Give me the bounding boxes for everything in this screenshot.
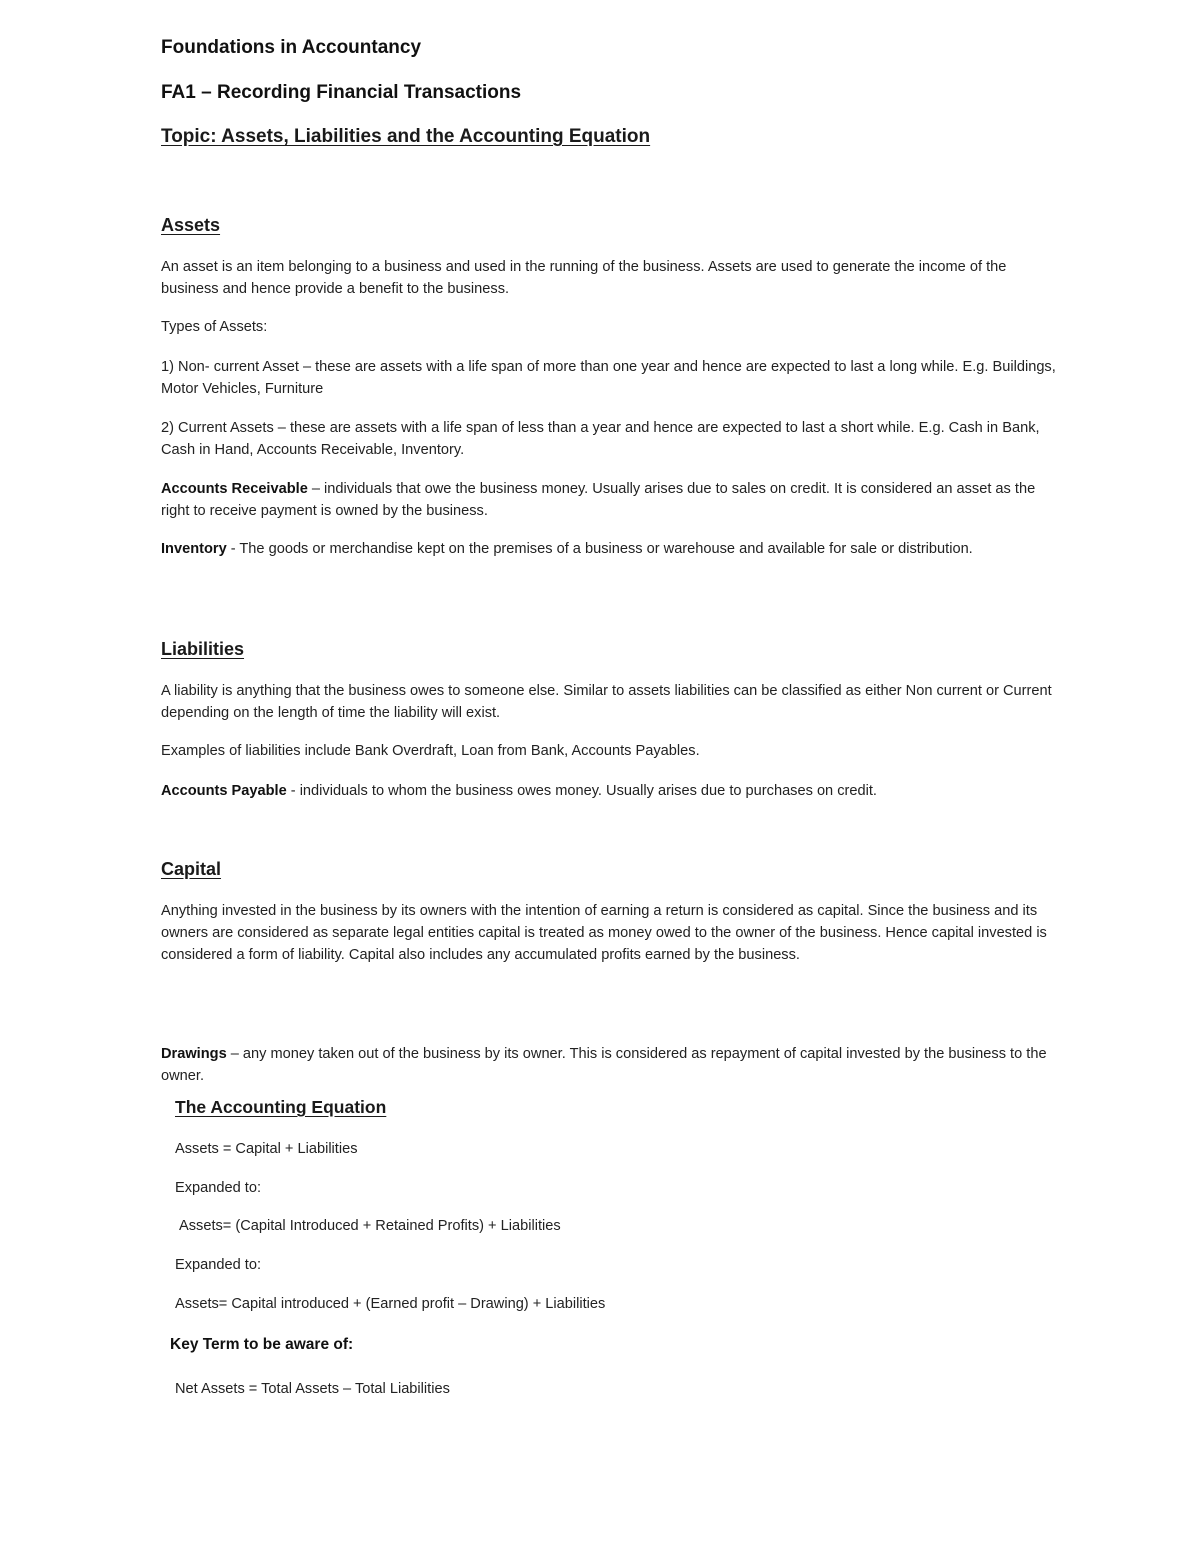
assets-heading: Assets xyxy=(161,215,221,235)
expanded-equation-2: Assets= Capital introduced + (Earned profit – Drawing) + Liabilities xyxy=(175,1296,606,1312)
accounts-receivable-definition xyxy=(161,478,1056,522)
key-term-heading: Key Term to be aware of: xyxy=(170,1336,354,1353)
net-assets-equation: Net Assets = Total Assets – Total Liabilities xyxy=(175,1381,450,1397)
inventory-text: - The goods or merchandise kept on the premises of a business or warehouse and available for sale or distribution. xyxy=(226,541,973,557)
asset-types-intro: Types of Assets: xyxy=(161,319,268,335)
accounting-equation-heading: The Accounting Equation xyxy=(175,1097,387,1117)
expanded-equation-1: Assets= (Capital Introduced + Retained Profits) + Liabilities xyxy=(179,1218,561,1234)
course-title: Foundations in Accountancy xyxy=(161,37,422,58)
capital-heading: Capital xyxy=(161,859,222,879)
liabilities-heading: Liabilities xyxy=(161,639,245,659)
current-assets-item: 2) Current Assets – these are assets with a life span of less than a year and hence are expected to last a short while. E.g. Cash in Bank, Cash in Hand, Accounts Receivable, Inventory. xyxy=(161,420,1040,458)
assets-definition: An asset is an item belonging to a business and used in the running of the business. Assets are used to generate the income of the business and hence provide a benefit to the business. xyxy=(161,259,1007,297)
inventory-definition xyxy=(161,538,1056,560)
non-current-assets-item: 1) Non- current Asset – these are assets with a life span of more than one year and hence are expected to last a long while. E.g. Buildings, Motor Vehicles, Furniture xyxy=(161,359,1056,397)
liabilities-definition: A liability is anything that the business owes to someone else. Similar to assets liabilities can be classified as either Non current or Current depending on the length of time the liability will exist. xyxy=(161,683,1052,721)
accounts-payable-term: Accounts Payable xyxy=(161,783,287,799)
accounts-receivable-term: Accounts Receivable xyxy=(161,481,308,497)
topic-title: Topic: Assets, Liabilities and the Accounting Equation xyxy=(161,126,651,147)
expanded-label-1: Expanded to: xyxy=(175,1180,262,1196)
basic-equation: Assets = Capital + Liabilities xyxy=(175,1141,358,1157)
module-title: FA1 – Recording Financial Transactions xyxy=(161,82,522,103)
liabilities-examples: Examples of liabilities include Bank Overdraft, Loan from Bank, Accounts Payables. xyxy=(161,743,700,759)
inventory-term: Inventory xyxy=(161,541,227,557)
drawings-text: – any money taken out of the business by its owner. This is considered as repayment of capital invested by the business to the owner. xyxy=(161,1046,1047,1084)
drawings-term: Drawings xyxy=(161,1046,227,1062)
accounts-payable-definition xyxy=(161,780,1056,802)
drawings-definition xyxy=(161,1043,1056,1087)
expanded-label-2: Expanded to: xyxy=(175,1257,262,1273)
capital-definition: Anything invested in the business by its owners with the intention of earning a return is considered as capital. Since the business and its owners are considered as separate legal entities capital is treated as money owed to the owner of the business. Hence capital invested is considered a form of liability. Capital also includes any accumulated profits earned by the business. xyxy=(161,903,1047,963)
accounts-payable-text: - individuals to whom the business owes money. Usually arises due to purchases on credit. xyxy=(286,783,877,799)
accounts-receivable-text: – individuals that owe the business money. Usually arises due to sales on credit. It is considered an asset as the right to receive payment is owned by the business. xyxy=(161,481,1036,519)
